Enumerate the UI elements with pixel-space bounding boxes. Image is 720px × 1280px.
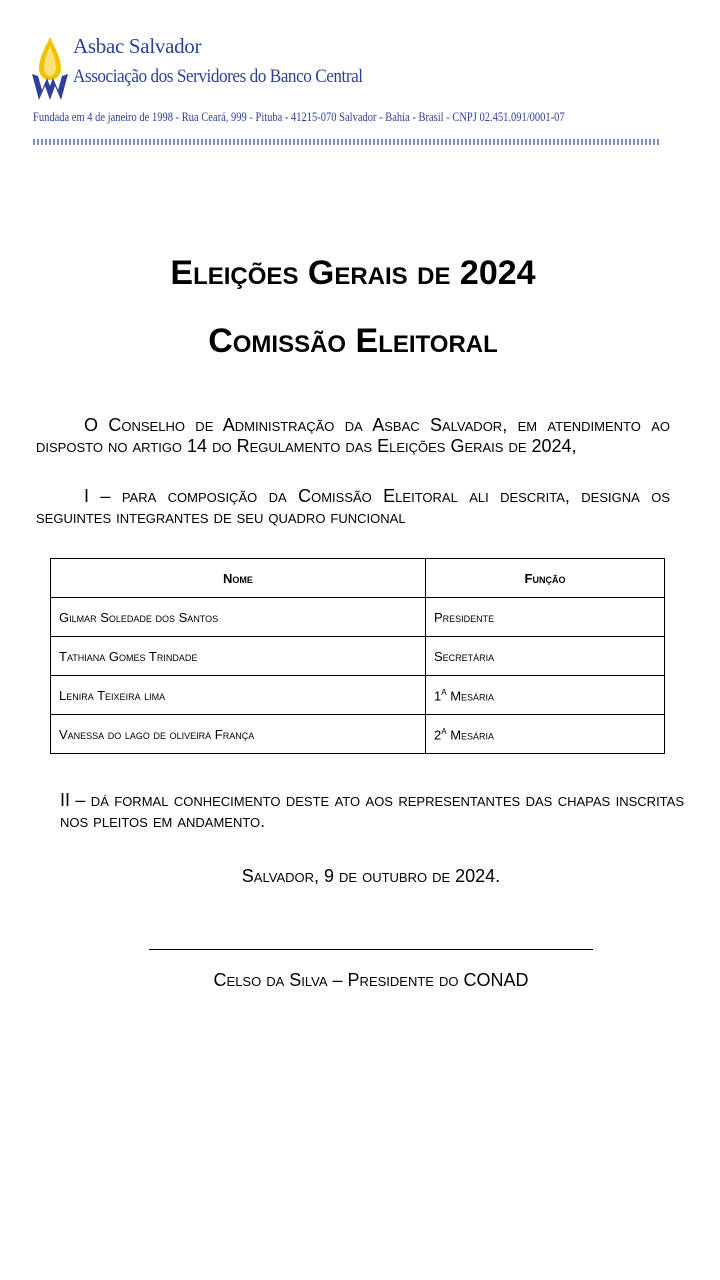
- column-header-name: Nome: [51, 559, 426, 598]
- table-row: [51, 637, 665, 676]
- asbac-logo-icon: [31, 36, 69, 102]
- column-header-role: Função: [426, 559, 665, 598]
- signature-line: [149, 949, 593, 950]
- member-name: Vanessa do lago de oliveira França: [51, 715, 426, 754]
- role-ordinal: a: [441, 686, 447, 699]
- member-role: [426, 715, 665, 754]
- paragraph-intro: O Conselho de Administração da Asbac Salvador, em atendimento ao disposto no artigo 14 do Regulamento das Eleições Gerais de 2024,: [36, 415, 670, 456]
- member-name: Tathiana Gomes Trindade: [51, 637, 426, 676]
- letterhead-divider: [33, 139, 660, 145]
- table-row: [51, 598, 665, 637]
- member-role: Secretária: [426, 637, 665, 676]
- member-name: Lenira Teixeira lima: [51, 676, 426, 715]
- org-info: Fundada em 4 de janeiro de 1998 - Rua Ceará, 999 - Pituba - 41215-070 Salvador - Bahia - Brasil - CNPJ 02.451.091/0001-07: [33, 110, 565, 124]
- table-header-row: [51, 559, 665, 598]
- role-number: 2: [434, 727, 442, 743]
- member-role: Presidente: [426, 598, 665, 637]
- table-row: [51, 715, 665, 754]
- table-row: [51, 676, 665, 715]
- paragraph-designation: I – para composição da Comissão Eleitoral ali descrita, designa os seguintes integrantes de seu quadro funcional: [36, 486, 670, 527]
- members-table: [50, 558, 665, 754]
- member-name: Gilmar Soledade dos Santos: [51, 598, 426, 637]
- role-ordinal: a: [441, 725, 447, 738]
- document-date: Salvador, 9 de outubro de 2024.: [241, 866, 501, 886]
- role-number: 1: [434, 688, 442, 704]
- role-title: Mesária: [446, 688, 495, 704]
- page-title: Eleições Gerais de 2024: [170, 254, 536, 292]
- paragraph-notice: II – dá formal conhecimento deste ato aos representantes das chapas inscritas nos pleitos em andamento.: [60, 790, 684, 831]
- page-subtitle: Comissão Eleitoral: [208, 322, 498, 360]
- member-role: [426, 676, 665, 715]
- signer-name: Celso da Silva – Presidente do CONAD: [213, 970, 529, 990]
- org-name: Asbac Salvador: [73, 34, 202, 58]
- org-full-name: Associação dos Servidores do Banco Central: [73, 67, 363, 87]
- role-title: Mesária: [446, 727, 495, 743]
